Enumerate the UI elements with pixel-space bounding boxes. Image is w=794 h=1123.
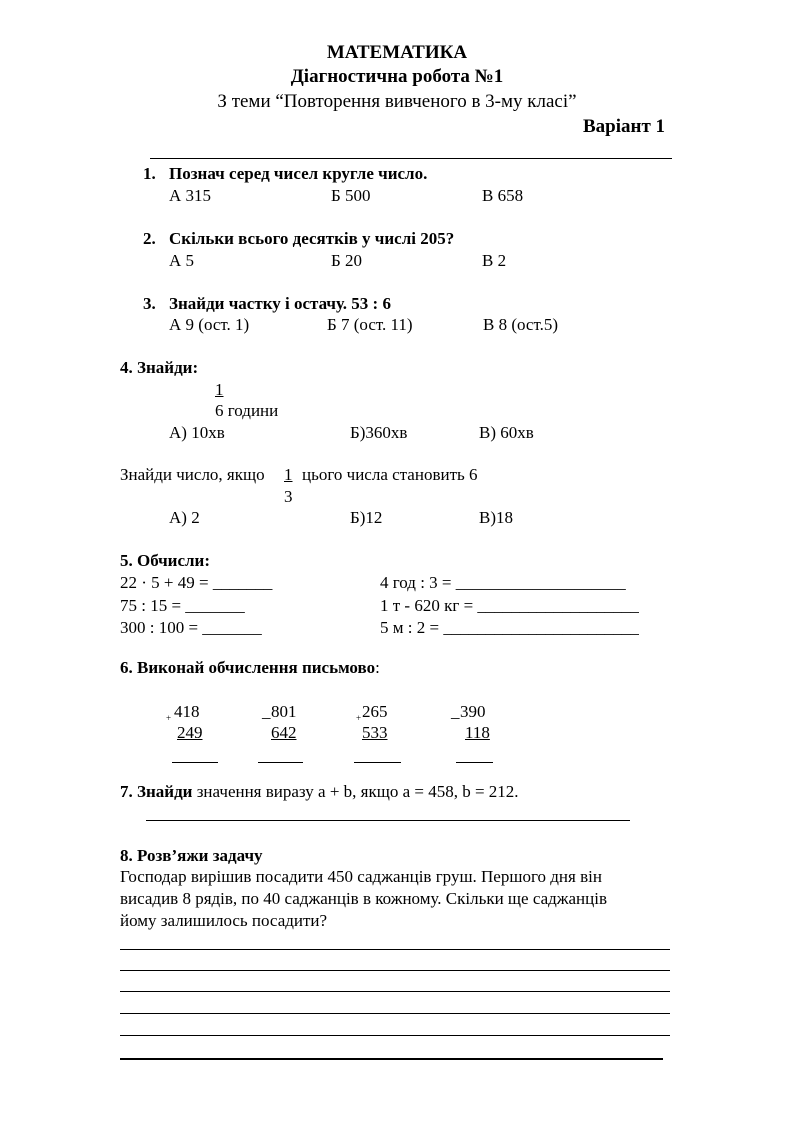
- header-divider: [150, 158, 672, 159]
- fraction-numerator: 1: [215, 380, 224, 399]
- answer-line: [120, 1058, 663, 1060]
- question-6-title: 6. Виконай обчислення письмово: [120, 658, 376, 677]
- q5-expression-left-3: 300 : 100 = _______: [120, 618, 262, 637]
- question-6-colon: :: [375, 658, 380, 677]
- q1-option-a: А 315: [169, 186, 212, 205]
- answer-line: [120, 1035, 670, 1036]
- topic-line: З теми “Повторення вивченого в 3-му класі”: [217, 91, 577, 112]
- q4-option-a: А) 10хв: [169, 423, 225, 442]
- q2-option-c: В 2: [482, 251, 507, 270]
- column-3-top: 265: [362, 702, 388, 721]
- q1-option-b: Б 500: [331, 186, 371, 205]
- q5-expression-right-3: 5 м : 2 = _______________________: [380, 618, 639, 637]
- question-1-number: 1.: [143, 164, 156, 183]
- q5-expression-right-1: 4 год : 3 = ____________________: [380, 573, 626, 592]
- fraction-denominator-hours: 6 години: [215, 401, 279, 420]
- q1-option-c: В 658: [482, 186, 524, 205]
- question-8-title: 8. Розв’яжи задачу: [120, 846, 263, 865]
- work-title: Діагностична робота №1: [290, 66, 504, 87]
- question-2-text: Скільки всього десятків у числі 205?: [169, 229, 455, 248]
- answer-line: [120, 970, 670, 971]
- q4-sub-fraction-numerator: 1: [284, 465, 293, 484]
- column-2-answer-line: [258, 762, 303, 763]
- q5-expression-right-2: 1 т - 620 кг = ___________________: [380, 596, 639, 615]
- q4-sub-fraction-denominator: 3: [284, 487, 293, 506]
- column-3-answer-line: [354, 762, 401, 763]
- q4-sub-option-a: А) 2: [169, 508, 200, 527]
- q4-option-c: В) 60хв: [479, 423, 534, 442]
- q3-option-c: В 8 (ост.5): [483, 315, 559, 334]
- question-7-line: [120, 782, 519, 802]
- question-7-answer-line: [146, 820, 630, 821]
- q2-option-b: Б 20: [331, 251, 363, 270]
- column-3-sign: +: [356, 713, 362, 723]
- q5-expression-left-2: 75 : 15 = _______: [120, 596, 245, 615]
- q3-option-b: Б 7 (ост. 11): [327, 315, 413, 334]
- question-3-text: Знайди частку і остачу. 53 : 6: [169, 294, 391, 313]
- q4-sub-option-c: В)18: [479, 508, 513, 527]
- q4-sub-option-b: Б)12: [350, 508, 383, 527]
- question-8-text-line-1: Господар вирішив посадити 450 саджанців груш. Першого дня він: [120, 867, 602, 886]
- column-2-top: 801: [271, 702, 297, 721]
- q4-sub-text-after: цього числа становить 6: [302, 465, 478, 484]
- question-3-number: 3.: [143, 294, 156, 313]
- column-1-top: 418: [174, 702, 200, 721]
- question-2-number: 2.: [143, 229, 156, 248]
- q5-expression-left-1: 22 · 5 + 49 = _______: [120, 573, 273, 592]
- answer-line: [120, 949, 670, 950]
- column-1-sign: +: [166, 713, 172, 723]
- column-4-bottom: 118: [465, 723, 490, 742]
- question-4-title: 4. Знайди:: [120, 358, 199, 377]
- answer-line: [120, 1013, 670, 1014]
- column-1-answer-line: [172, 762, 218, 763]
- question-7-text: значення виразу a + b, якщо а = 458, b = 212.: [192, 782, 519, 801]
- question-5-title: 5. Обчисли:: [120, 551, 210, 570]
- question-8-text-line-3: йому залишилось посадити?: [120, 911, 328, 930]
- column-2-sign: _: [262, 702, 271, 721]
- subject-title: МАТЕМАТИКА: [326, 42, 468, 63]
- column-1-bottom: 249: [177, 723, 203, 742]
- column-2-bottom: 642: [271, 723, 297, 742]
- variant-label: Варіант 1: [583, 116, 666, 137]
- q3-option-a: А 9 (ост. 1): [169, 315, 250, 334]
- answer-line: [120, 991, 670, 992]
- question-8-text-line-2: висадив 8 рядів, по 40 саджанців в кожному. Скільки ще саджанців: [120, 889, 608, 908]
- column-3-bottom: 533: [362, 723, 388, 742]
- q4-sub-text-before: Знайди число, якщо: [120, 465, 265, 484]
- question-1-text: Познач серед чисел кругле число.: [169, 164, 428, 183]
- question-7-title: 7. Знайди: [120, 782, 193, 801]
- q2-option-a: А 5: [169, 251, 195, 270]
- question-6-title-line: [120, 658, 380, 678]
- q4-option-b: Б)360хв: [350, 423, 408, 442]
- column-4-sign: _: [451, 702, 460, 721]
- column-4-answer-line: [456, 762, 493, 763]
- column-4-top: 390: [460, 702, 486, 721]
